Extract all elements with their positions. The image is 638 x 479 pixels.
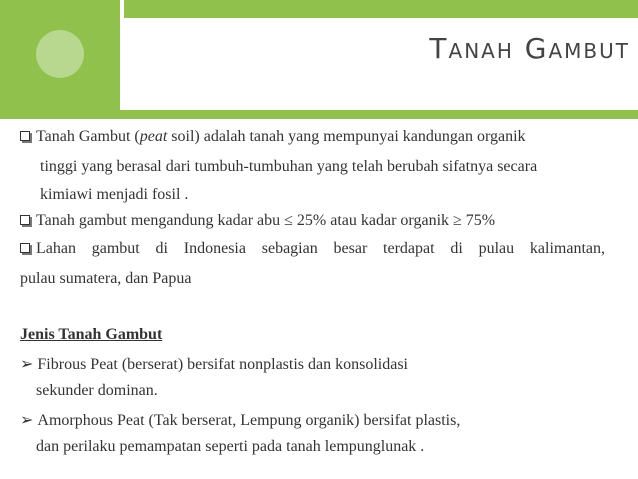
section-heading: Jenis Tanah Gambut xyxy=(20,326,163,343)
bullet-2: Tanah gambut mengandung kadar abu ≤ 25% atau kadar organik ≥ 75% xyxy=(20,212,495,230)
jenis-item-1-line-1: ➢ Fibrous Peat (berserat) bersifat nonplastis dan konsolidasi xyxy=(20,356,408,373)
jenis-item-2-line-1: ➢ Amorphous Peat (Tak berserat, Lempung organik) bersifat plastis, xyxy=(20,412,461,429)
arrow-bullet-icon: ➢ xyxy=(20,412,34,429)
bullet-1-line-2: tinggi yang berasal dari tumbuh-tumbuhan yang telah berubah sifatnya secara xyxy=(40,158,538,175)
bullet-1-line-3: kimiawi menjadi fosil . xyxy=(40,186,189,203)
decorative-green-band xyxy=(0,110,638,119)
checkbox-bullet-icon xyxy=(20,131,30,141)
bullet-1-line-1: Tanah Gambut (peat soil) adalah tanah yang mempunyai kandungan organik xyxy=(20,128,526,146)
bullet-3-line-2: pulau sumatera, dan Papua xyxy=(20,270,192,287)
jenis-item-1-line-2: sekunder dominan. xyxy=(36,382,158,399)
slide-title: Tanah Gambut xyxy=(429,32,630,65)
decorative-sidebar-block xyxy=(0,0,120,118)
decorative-top-bar xyxy=(124,0,638,18)
checkbox-bullet-icon xyxy=(20,215,30,225)
decorative-circle xyxy=(36,30,84,78)
jenis-item-2-line-2: dan perilaku pemampatan seperti pada tanah lempunglunak . xyxy=(36,438,425,455)
bullet-3-line-1: Lahan gambut di Indonesia sebagian besar terdapat di pulau kalimantan, xyxy=(20,240,605,258)
arrow-bullet-icon: ➢ xyxy=(20,356,34,373)
checkbox-bullet-icon xyxy=(20,243,30,253)
